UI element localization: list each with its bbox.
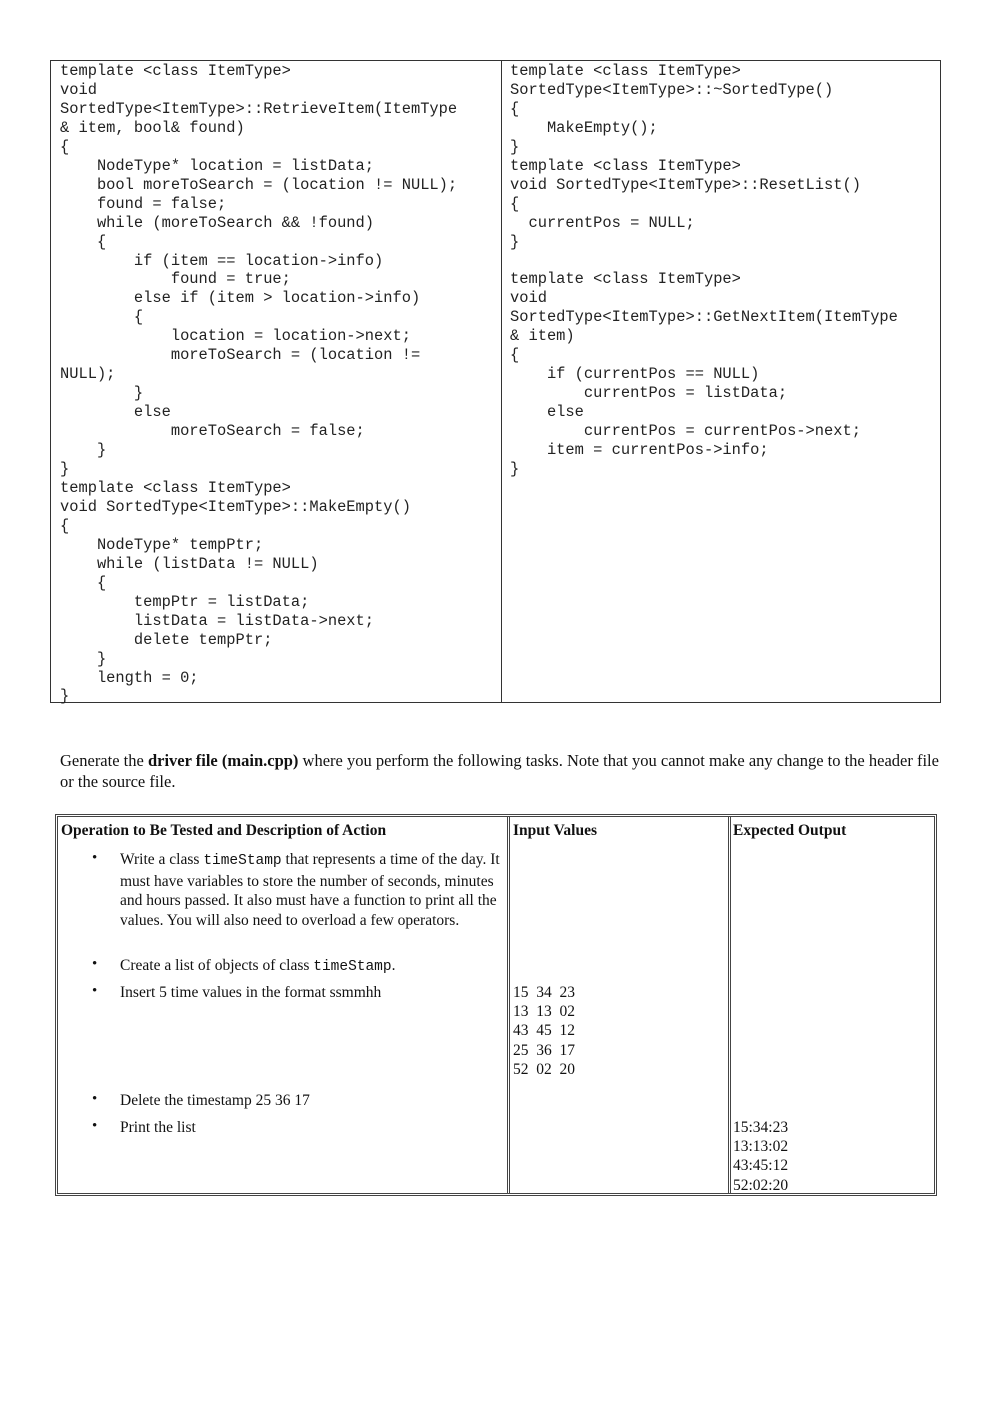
intro-text-after: where you perform the following tasks. Note that you cannot make any change to the header file or the source file. xyxy=(60,751,939,791)
column-divider xyxy=(507,817,510,1193)
bullet-icon: • xyxy=(92,850,98,866)
requirements-table xyxy=(55,814,937,1196)
desc-text: Create a list of objects of class xyxy=(120,957,314,974)
class-name-code: timeStamp xyxy=(313,959,392,975)
code-block-right: template <class ItemType> SortedType<ItemType>::~SortedType() { MakeEmpty(); } template <class ItemType> void SortedType<ItemType>::ResetList() { currentPos = NULL; } template <class ItemType> void SortedType<ItemType>::GetNextItem(ItemType & item) { if (currentPos == NULL) currentPos = listData; else currentPos = currentPos->next; item = currentPos->info; } xyxy=(510,62,898,479)
desc-text: . xyxy=(391,957,396,974)
intro-text-before: Generate the xyxy=(60,751,148,770)
row-description: Insert 5 time values in the format ssmmhh xyxy=(120,984,382,1001)
code-column-left xyxy=(51,61,502,706)
bullet-icon: • xyxy=(92,1091,98,1107)
expected-output: 15:34:23 13:13:02 43:45:12 52:02:20 xyxy=(733,1119,789,1194)
bullet-icon: • xyxy=(92,1118,98,1134)
row-description: Delete the timestamp 25 36 17 xyxy=(120,1092,310,1109)
bullet-icon: • xyxy=(92,956,98,972)
row-description: Print the list xyxy=(120,1119,196,1136)
class-name-code: timeStamp xyxy=(203,853,282,869)
row-description xyxy=(120,850,500,930)
header-input-values: Input Values xyxy=(513,822,598,839)
input-values: 15 34 23 13 13 02 43 45 12 25 36 17 52 02 20 xyxy=(513,984,575,1078)
code-block-left: template <class ItemType> void SortedType<ItemType>::RetrieveItem(ItemType & item, bool& found) { NodeType* location = listData; bool moreToSearch = (location != NULL); found = false; while (moreToSearch && !found) { if (item == location->info) found = true; else if (item > location->info) { location = location->next; moreToSearch = (location != NULL); } else moreToSearch = false; } } template <class ItemType> void SortedType<ItemType>::MakeEmpty() { NodeType* tempPtr; while (listData != NULL) { tempPtr = listData; listData = listData->next; delete tempPtr; } length = 0; } xyxy=(60,62,458,706)
bullet-icon: • xyxy=(92,983,98,999)
code-column-right xyxy=(502,61,940,702)
code-listing-table xyxy=(50,60,941,706)
header-operation: Operation to Be Tested and Description of Action xyxy=(61,822,387,839)
instructions-paragraph xyxy=(60,750,940,792)
desc-text: Write a class xyxy=(120,851,204,868)
column-divider xyxy=(728,817,731,1193)
row-description xyxy=(120,956,500,978)
desc-text: that represents a time of the day. It must have variables to store the number of seconds, minutes and hours passed. It also must have a function to print all the values. You will also need to overload a few operators. xyxy=(120,851,500,929)
header-expected-output: Expected Output xyxy=(733,822,847,839)
intro-bold-filename: driver file (main.cpp) xyxy=(147,751,299,770)
